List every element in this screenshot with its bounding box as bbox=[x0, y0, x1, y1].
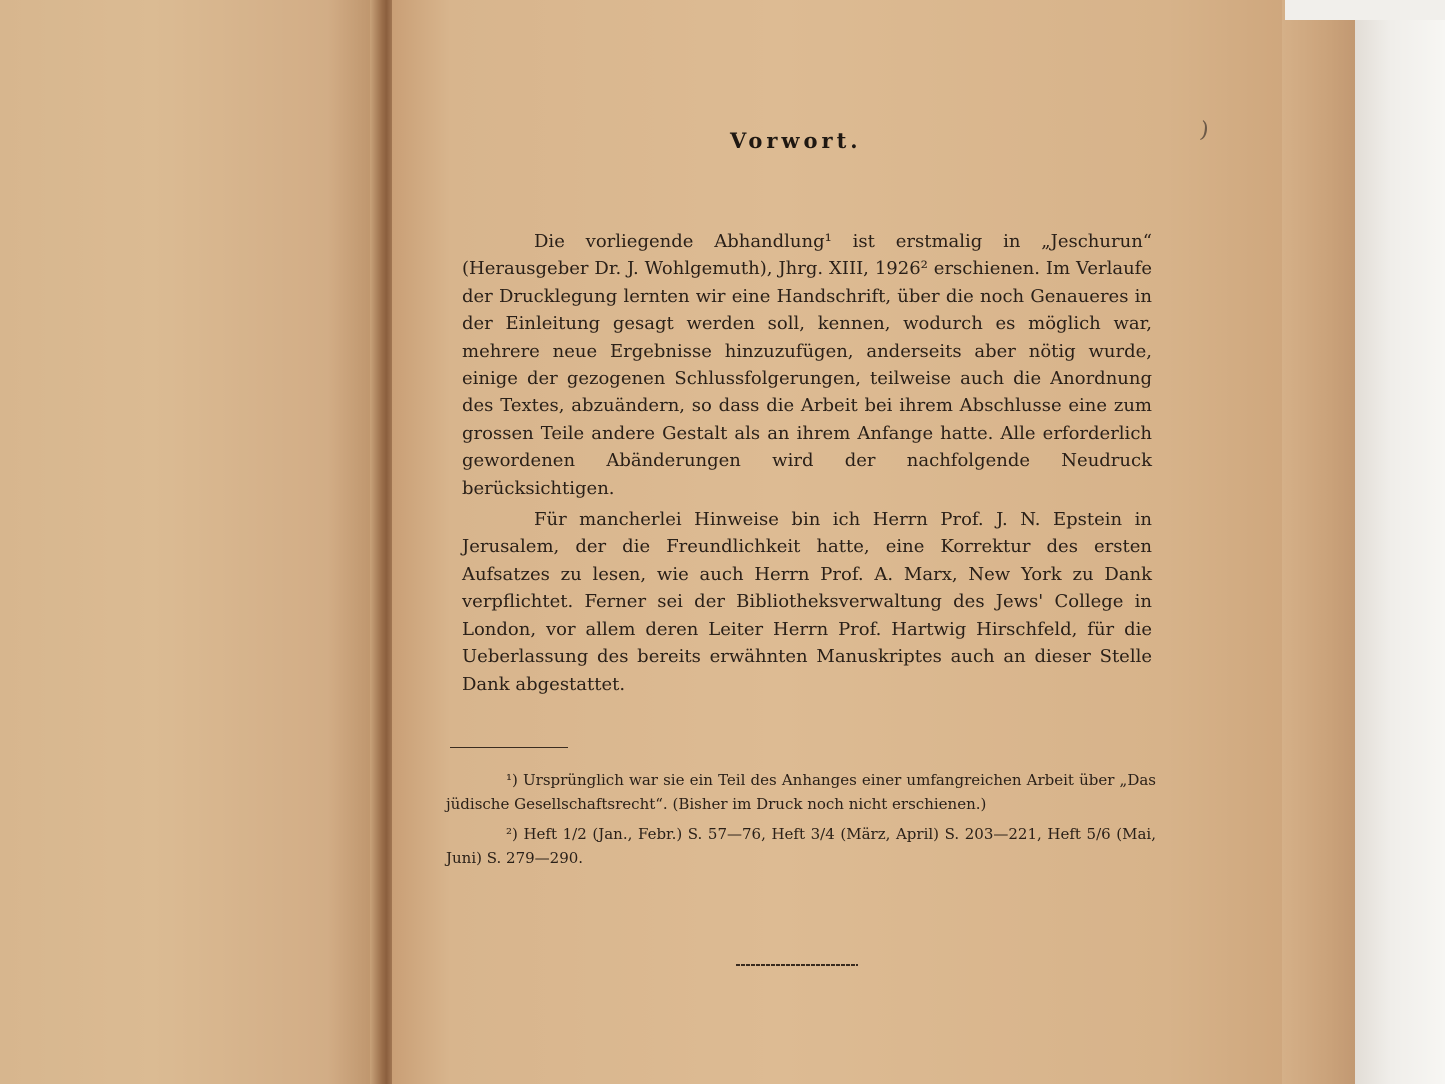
left-page bbox=[0, 0, 385, 1084]
pencil-mark: ) bbox=[1198, 117, 1211, 144]
paragraph: Für mancherlei Hinweise bin ich Herrn Prof. J. N. Epstein in Jerusalem, der die Freundlichkeit hatte, eine Korrektur des ersten Aufsatzes zu lesen, wie auch Herrn Prof. A. Marx, New York zu Dank verpflichtet. Ferner sei der Bibliotheksverwaltung des Jews' College in London, vor allem deren Leiter Herrn Prof. Hartwig Hirschfeld, für die Ueberlassung des bereits erwähnten Manuskriptes auch an dieser Stelle Dank abgestattet. bbox=[462, 509, 1152, 695]
footnotes bbox=[446, 768, 1156, 876]
footnote: ¹) Ursprünglich war sie ein Teil des Anhanges einer umfangreichen Arbeit über „Das jüdische Gesellschaftsrecht“. (Bisher im Druck noch nicht erschienen.) bbox=[446, 771, 1156, 813]
end-rule bbox=[736, 964, 858, 966]
background-surface bbox=[1355, 0, 1445, 1084]
footnote: ²) Heft 1/2 (Jan., Febr.) S. 57—76, Heft 3/4 (März, April) S. 203—221, Heft 5/6 (Mai, Juni) S. 279—290. bbox=[446, 825, 1156, 867]
footnote-separator bbox=[450, 747, 568, 748]
background-surface-top bbox=[1285, 0, 1445, 20]
paragraph: Die vorliegende Abhandlung¹ ist erstmalig in „Jeschurun“ (Herausgeber Dr. J. Wohlgemuth), Jhrg. XIII, 1926² erschienen. Im Verlaufe der Drucklegung lernten wir eine Handschrift, über die noch Genaueres in der Einleitung gesagt werden soll, kennen, wodurch es möglich war, mehrere neue Ergebnisse hinzuzufügen, anderseits aber nötig wurde, einige der gezogenen Schlussfolgerungen, teilweise auch die Anordnung des Textes, abzuändern, so dass die Arbeit bei ihrem Abschlusse eine zum grossen Teile andere Gestalt als an ihrem Anfange hatte. Alle erforderlich gewordenen Abänderungen wird der nachfolgende Neudruck berücksichtigen. bbox=[462, 231, 1152, 499]
page-edge bbox=[1282, 0, 1362, 1084]
page-title: Vorwort. bbox=[730, 128, 862, 153]
body-text bbox=[462, 228, 1152, 698]
